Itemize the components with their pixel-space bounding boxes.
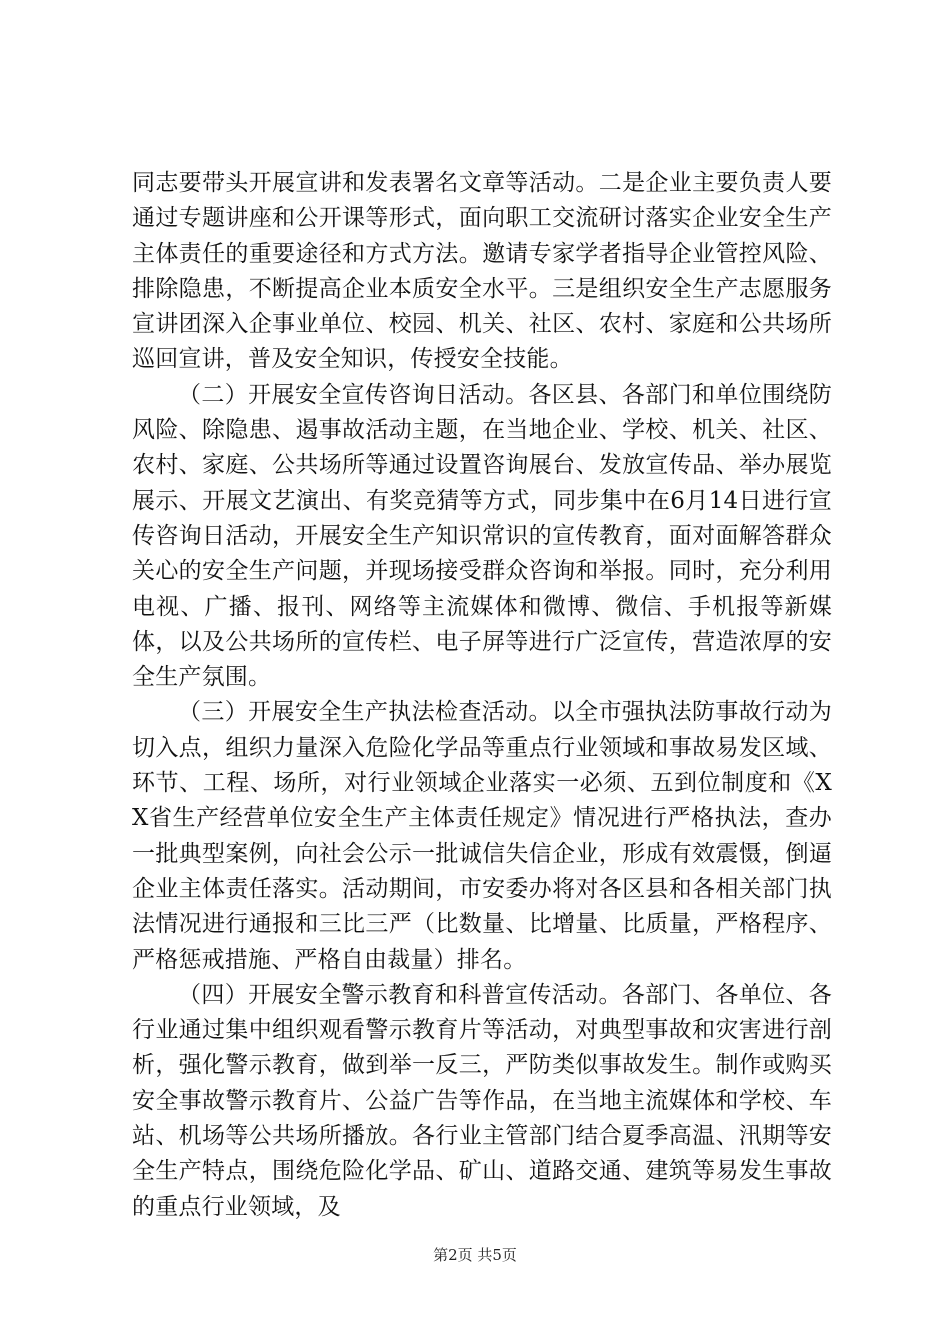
- page-number-footer: 第2页 共5页: [433, 1246, 517, 1264]
- document-body: [132, 166, 832, 1225]
- paragraph-section-2: （二）开展安全宣传咨询日活动。各区县、各部门和单位围绕防风险、除隐患、遏事故活动主题，在当地企业、学校、机关、社区、农村、家庭、公共场所等通过设置咨询展台、发放宣传品、举办展览展示、开展文艺演出、有奖竞猜等方式，同步集中在6月14日进行宣传咨询日活动，开展安全生产知识常识的宣传教育，面对面解答群众关心的安全生产问题，并现场接受群众咨询和举报。同时，充分利用电视、广播、报刊、网络等主流媒体和微博、微信、手机报等新媒体，以及公共场所的宣传栏、电子屏等进行广泛宣传，营造浓厚的安全生产氛围。: [132, 381, 832, 691]
- paragraph-section-4: （四）开展安全警示教育和科普宣传活动。各部门、各单位、各行业通过集中组织观看警示教育片等活动，对典型事故和灾害进行剖析，强化警示教育，做到举一反三，严防类似事故发生。制作或购买安全事故警示教育片、公益广告等作品，在当地主流媒体和学校、车站、机场等公共场所播放。各行业主管部门结合夏季高温、汛期等安全生产特点，围绕危险化学品、矿山、道路交通、建筑等易发生事故的重点行业领域，及: [132, 981, 832, 1220]
- paragraph-continuation: 同志要带头开展宣讲和发表署名文章等活动。二是企业主要负责人要通过专题讲座和公开课等形式，面向职工交流研讨落实企业安全生产主体责任的重要途径和方式方法。邀请专家学者指导企业管控风险、排除隐患，不断提高企业本质安全水平。三是组织安全生产志愿服务宣讲团深入企事业单位、校园、机关、社区、农村、家庭和公共场所巡回宣讲，普及安全知识，传授安全技能。: [132, 170, 832, 373]
- paragraph-section-3: （三）开展安全生产执法检查活动。以全市强执法防事故行动为切入点，组织力量深入危险化学品等重点行业领域和事故易发区域、环节、工程、场所，对行业领域企业落实一必须、五到位制度和《XX省生产经营单位安全生产主体责任规定》情况进行严格执法，查办一批典型案例，向社会公示一批诚信失信企业，形成有效震慑，倒逼企业主体责任落实。活动期间，市安委办将对各区县和各相关部门执法情况进行通报和三比三严（比数量、比增量、比质量，严格程序、严格惩戒措施、严格自由裁量）排名。: [132, 699, 832, 973]
